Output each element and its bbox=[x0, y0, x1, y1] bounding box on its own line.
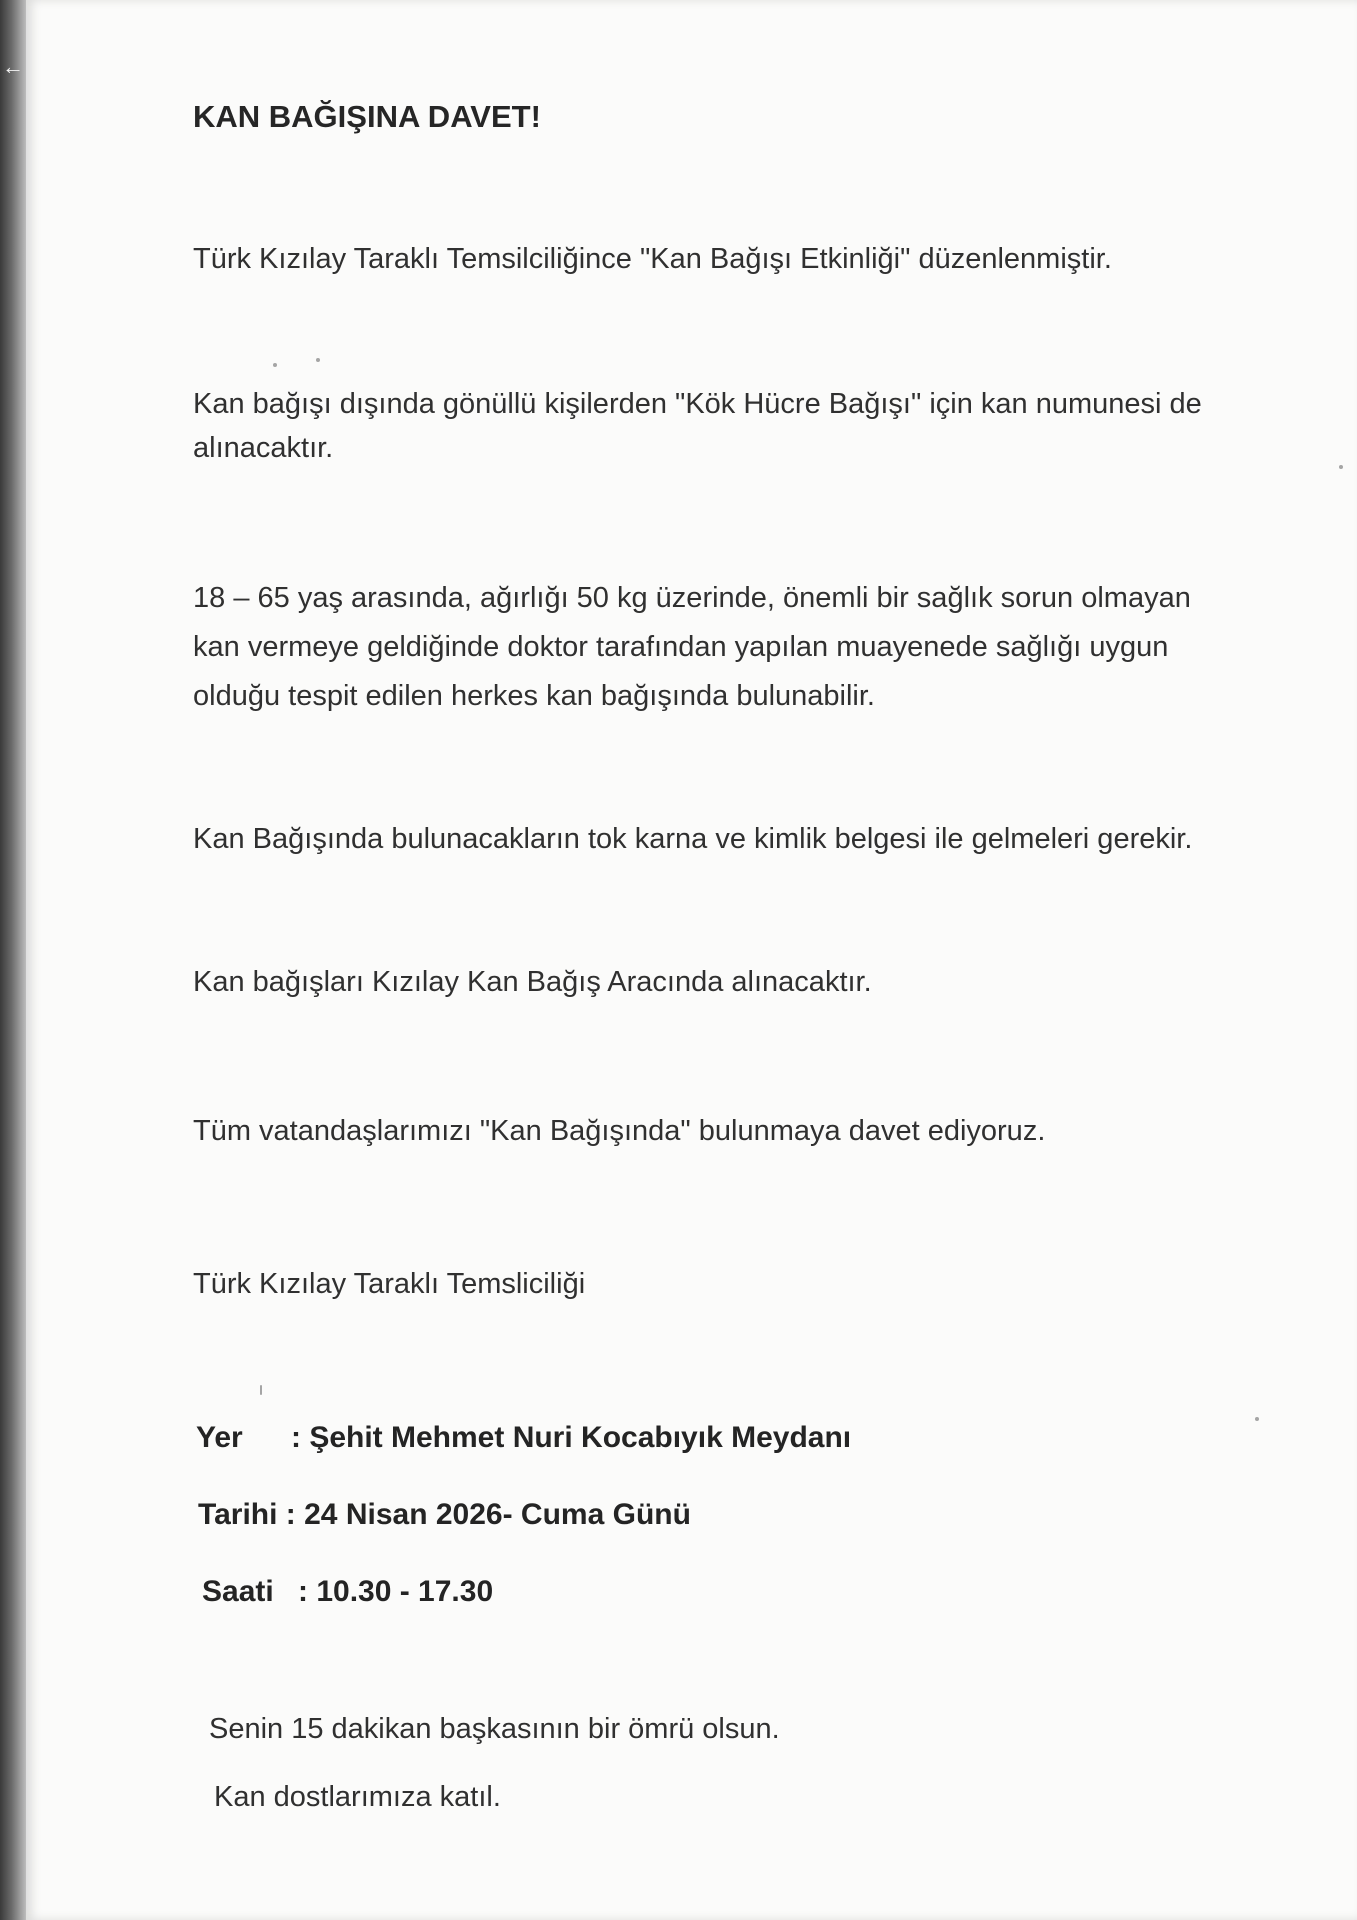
signature: Türk Kızılay Taraklı Temsliciliği bbox=[193, 1268, 586, 1300]
scan-speck bbox=[273, 363, 277, 367]
detail-date bbox=[198, 1495, 691, 1535]
detail-value: : Şehit Mehmet Nuri Kocabıyık Meydanı bbox=[291, 1421, 852, 1454]
paragraph-line: Kan bağışı dışında gönüllü kişilerden "Kök Hücre Bağışı" için kan numunesi de bbox=[193, 388, 1202, 420]
paragraph-invitation: Tüm vatandaşlarımızı "Kan Bağışında" bulunmaya davet ediyoruz. bbox=[193, 1115, 1046, 1147]
document-page bbox=[26, 0, 1357, 1920]
detail-label: Tarihi : bbox=[198, 1498, 296, 1531]
detail-time bbox=[202, 1572, 493, 1612]
paragraph-line: alınacaktır. bbox=[193, 432, 334, 464]
scan-speck bbox=[1339, 465, 1343, 469]
closing-line: Kan dostlarımıza katıl. bbox=[214, 1781, 501, 1813]
paragraph-stem-cell bbox=[193, 382, 1202, 470]
detail-place bbox=[196, 1418, 851, 1458]
scan-speck bbox=[1255, 1417, 1259, 1421]
scan-speck bbox=[260, 1385, 262, 1395]
scan-speck bbox=[316, 358, 320, 362]
paragraph-line: olduğu tespit edilen herkes kan bağışında bulunabilir. bbox=[193, 680, 875, 712]
detail-value: : 10.30 - 17.30 bbox=[298, 1575, 494, 1608]
detail-value: 24 Nisan 2026- Cuma Günü bbox=[304, 1498, 691, 1531]
detail-label: Saati bbox=[202, 1575, 274, 1608]
paragraph-eligibility bbox=[193, 574, 1191, 721]
arrow-left-icon: ← bbox=[2, 54, 24, 79]
paragraph-location: Kan bağışları Kızılay Kan Bağış Aracında alınacaktır. bbox=[193, 966, 872, 998]
paragraph-requirements: Kan Bağışında bulunacakların tok karna ve kimlik belgesi ile gelmeleri gerekir. bbox=[193, 823, 1193, 855]
paragraph-line: kan vermeye geldiğinde doktor tarafından yapılan muayenede sağlığı uygun bbox=[193, 631, 1169, 663]
scan-edge bbox=[0, 0, 26, 1920]
paragraph-event: Türk Kızılay Taraklı Temsilciliğince "Kan Bağışı Etkinliği" düzenlenmiştir. bbox=[193, 243, 1112, 275]
detail-label: Yer bbox=[196, 1421, 243, 1454]
closing-line: Senin 15 dakikan başkasının bir ömrü olsun. bbox=[209, 1713, 780, 1745]
paragraph-line: 18 – 65 yaş arasında, ağırlığı 50 kg üzerinde, önemli bir sağlık sorun olmayan bbox=[193, 582, 1191, 614]
document-title: KAN BAĞIŞINA DAVET! bbox=[193, 99, 541, 134]
